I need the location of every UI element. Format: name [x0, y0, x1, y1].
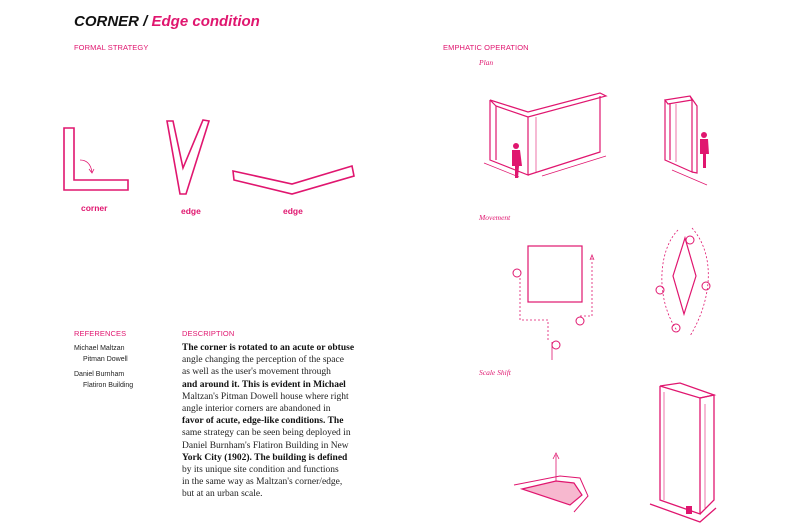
plan-sublabel: Plan: [479, 58, 494, 67]
description-line: favor of acute, edge-like conditions. The: [182, 416, 344, 427]
description-line: as well as the user's movement through: [182, 367, 331, 378]
description-line: in the same way as Maltzan's corner/edge,: [182, 477, 343, 488]
description-body: [182, 342, 372, 501]
emphatic-operation-label: EMPHATIC OPERATION: [443, 43, 529, 52]
description-line: same strategy can be seen being deployed in: [182, 428, 351, 439]
flatiron-building-icon: [650, 383, 716, 522]
title-highlight: Edge condition: [151, 13, 260, 30]
description-line: Daniel Burnham's Flatiron Building in New: [182, 440, 349, 451]
movement-square-drawing: [520, 246, 594, 360]
reference-item: [74, 343, 128, 365]
plan-folded-wall-drawing: [484, 93, 606, 177]
scale-shift-sublabel: Scale Shift: [479, 368, 511, 377]
scale-shift-site-drawing: [514, 453, 588, 512]
description-line: angle changing the perception of the space: [182, 355, 344, 366]
description-line: but at an urban scale.: [182, 489, 263, 500]
walking-figure-icon: [513, 269, 584, 349]
movement-diamond-drawing: [662, 228, 708, 336]
description-line: Maltzan's Pitman Dowell house where right: [182, 391, 349, 402]
human-figure-icon: [512, 143, 522, 178]
corner-label: corner: [81, 203, 108, 213]
reference-name: Michael Maltzan: [74, 345, 125, 352]
description-line: angle interior corners are abandoned in: [182, 404, 331, 415]
human-figure-icon: [700, 132, 709, 168]
references-label: REFERENCES: [74, 329, 127, 338]
reference-project: Pitman Dowell: [83, 356, 128, 363]
description-label: DESCRIPTION: [182, 329, 235, 338]
edge-label-2: edge: [283, 206, 303, 216]
movement-sublabel: Movement: [479, 213, 511, 222]
reference-name: Daniel Burnham: [74, 371, 125, 378]
title-prefix: CORNER /: [74, 13, 148, 30]
walking-figure-icon: [656, 236, 710, 332]
description-line: York City (1902). The building is defined: [182, 452, 348, 463]
description-line: and around it. This is evident in Michael: [182, 379, 346, 390]
edge-label-1: edge: [181, 206, 201, 216]
description-line: by its unique site condition and functions: [182, 465, 339, 476]
reference-project: Flatiron Building: [83, 382, 134, 389]
formal-strategy-label: FORMAL STRATEGY: [74, 43, 149, 52]
reference-item: [74, 369, 133, 391]
description-line: The corner is rotated to an acute or obtuse: [182, 343, 355, 353]
